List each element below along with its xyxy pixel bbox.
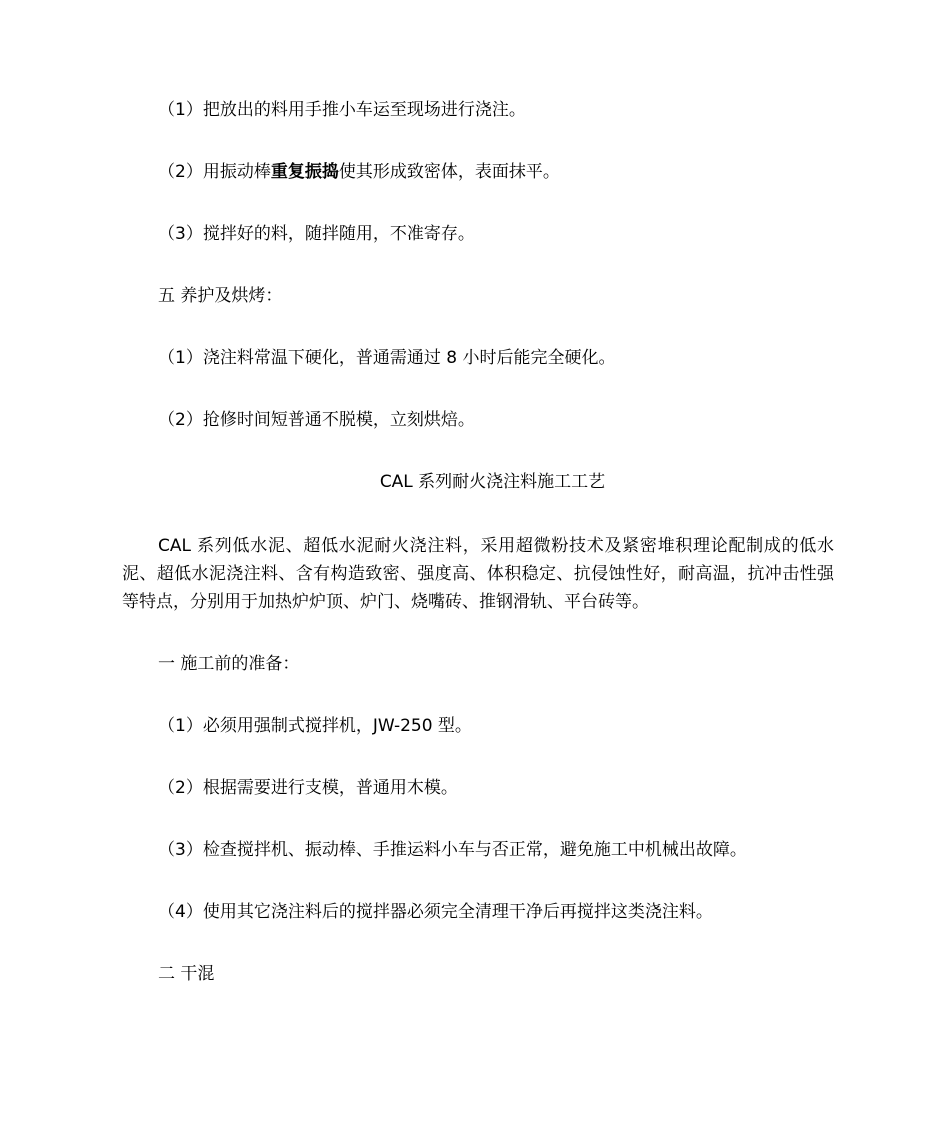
step-2-suffix: 使其形成致密体，表面抹平。 <box>338 162 560 182</box>
step-2-vibrate <box>158 162 560 182</box>
document-title: CAL 系列耐火浇注料施工工艺 <box>379 472 606 492</box>
curing-step-2: （2）抢修时间短普通不脱模，立刻烘焙。 <box>158 410 475 430</box>
step-2-bold-emphasis: 重复振捣 <box>270 162 339 182</box>
prep-step-2: （2）根据需要进行支模，普通用木模。 <box>158 778 458 798</box>
step-2-prefix: （2）用振动棒 <box>158 162 271 182</box>
prep-step-1: （1）必须用强制式搅拌机，JW-250 型。 <box>158 716 472 736</box>
step-1-transport: （1）把放出的料用手推小车运至现场进行浇注。 <box>158 100 526 120</box>
prep-step-3: （3）检查搅拌机、振动棒、手推运料小车与否正常，避免施工中机械出故障。 <box>158 840 747 860</box>
section-1-heading: 一 施工前的准备： <box>158 654 300 674</box>
prep-step-4: （4）使用其它浇注料后的搅拌器必须完全清理干净后再搅拌这类浇注料。 <box>158 902 713 922</box>
intro-paragraph: CAL 系列低水泥、超低水泥耐火浇注料，采用超微粉技术及紧密堆积理论配制成的低水泥、超低水泥浇注料、含有构造致密、强度高、体积稳定、抗侵蚀性好，耐高温，抗冲击性强等特点，分别用于加热炉炉顶、炉门、烧嘴砖、推钢滑轨、平台砖等。 <box>122 536 834 612</box>
curing-step-1: （1）浇注料常温下硬化，普通需通过 8 小时后能完全硬化。 <box>158 348 616 368</box>
section-5-heading: 五 养护及烘烤： <box>158 286 283 306</box>
section-2-heading: 二 干混 <box>158 964 215 984</box>
step-3-mix-use: （3）搅拌好的料，随拌随用，不准寄存。 <box>158 224 475 244</box>
